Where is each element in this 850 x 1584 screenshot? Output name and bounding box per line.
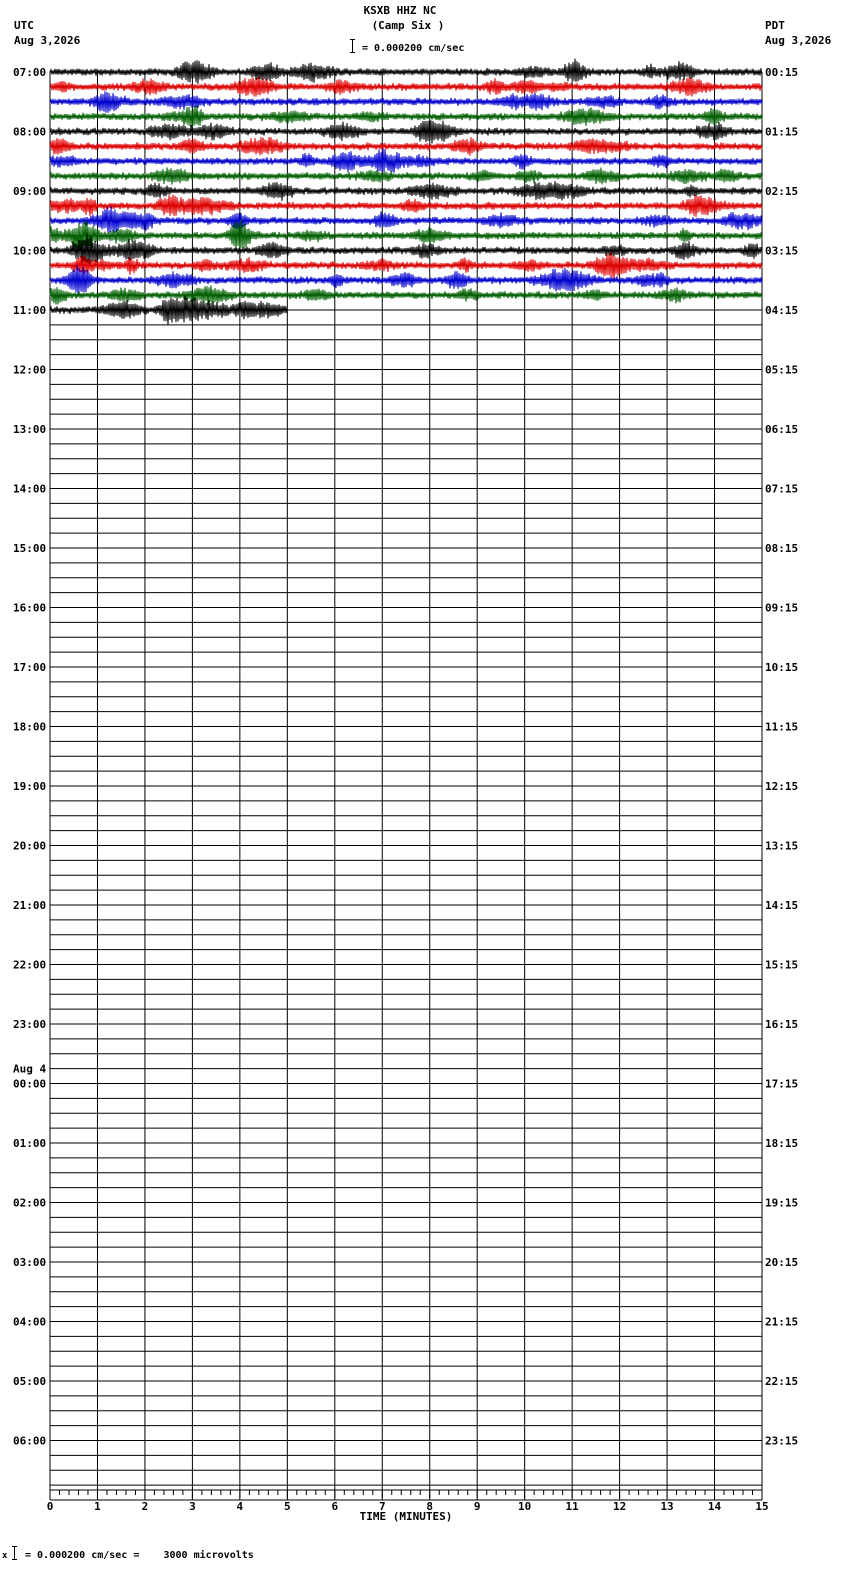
- right-hour-label: 02:15: [765, 185, 799, 198]
- seismic-trace-black: [50, 234, 762, 264]
- left-timezone: UTC: [14, 19, 34, 32]
- right-hour-label: 06:15: [765, 423, 799, 436]
- right-hour-label: 04:15: [765, 304, 799, 317]
- left-hour-label: 16:00: [13, 601, 47, 615]
- x-tick-label: 0: [46, 1500, 54, 1513]
- right-timezone: PDT: [765, 19, 785, 32]
- left-hour-label: 08:00: [13, 125, 47, 139]
- x-tick-label: 12: [612, 1500, 627, 1513]
- left-hour-label: 13:00: [13, 423, 47, 436]
- left-hour-label: 17:00: [13, 661, 47, 674]
- right-hour-label: 09:15: [765, 601, 799, 615]
- right-hour-label: 15:15: [765, 958, 799, 972]
- right-hour-label: 18:15: [765, 1137, 799, 1150]
- left-hour-label: 11:00: [13, 304, 47, 317]
- x-tick-label: 7: [378, 1500, 386, 1513]
- x-tick-label: 1: [94, 1500, 101, 1513]
- right-date: Aug 3,2026: [765, 34, 832, 47]
- x-tick-label: 11: [565, 1500, 579, 1513]
- right-hour-label: 23:15: [765, 1434, 799, 1448]
- left-hour-label: 14:00: [13, 482, 47, 496]
- seismic-trace-blue: [50, 91, 762, 113]
- x-tick-label: 6: [331, 1500, 339, 1513]
- x-tick-label: 8: [426, 1500, 434, 1513]
- right-hour-label: 05:15: [765, 363, 799, 377]
- left-date: Aug 3,2026: [14, 34, 81, 47]
- right-hour-label: 21:15: [765, 1315, 799, 1329]
- seismic-trace-red: [50, 252, 762, 280]
- x-tick-label: 3: [189, 1500, 196, 1513]
- right-hour-label: 19:15: [765, 1196, 799, 1210]
- station-title: KSXB HHZ NC: [363, 4, 437, 17]
- seismic-trace-green: [50, 167, 762, 184]
- footer-scale-prefix: x: [2, 1551, 8, 1561]
- seismic-trace-black: [50, 181, 762, 201]
- seismic-trace-red: [50, 137, 762, 156]
- seismic-trace-black: [50, 59, 762, 84]
- seismic-trace-blue: [50, 207, 762, 233]
- x-tick-label: 9: [473, 1500, 481, 1513]
- seismic-trace-blue: [50, 265, 762, 294]
- left-hour-label: 03:00: [13, 1256, 47, 1269]
- right-hour-label: 08:15: [765, 542, 799, 555]
- x-tick-label: 5: [284, 1500, 291, 1513]
- left-hour-label: 06:00: [13, 1434, 47, 1448]
- right-hour-label: 14:15: [765, 899, 799, 912]
- seismic-trace-black: [50, 120, 762, 143]
- x-tick-label: 10: [518, 1500, 532, 1513]
- date-change-label: Aug 4: [13, 1062, 47, 1076]
- left-hour-label: 15:00: [13, 542, 47, 555]
- footer-scale-bar-icon: [12, 1546, 18, 1560]
- left-hour-label: 21:00: [13, 899, 47, 912]
- station-location: (Camp Six ): [371, 19, 445, 32]
- left-hour-label: 00:00: [13, 1077, 47, 1091]
- left-hour-label: 23:00: [13, 1018, 47, 1031]
- scale-label: = 0.000200 cm/sec: [362, 43, 465, 54]
- right-hour-label: 01:15: [765, 125, 799, 139]
- right-hour-label: 13:15: [765, 839, 799, 853]
- seismic-trace-green: [50, 285, 762, 305]
- left-hour-label: 05:00: [13, 1375, 47, 1388]
- seismic-trace-blue: [50, 148, 762, 173]
- left-hour-label: 22:00: [13, 958, 47, 972]
- right-hour-label: 10:15: [765, 661, 799, 674]
- x-axis-label: TIME (MINUTES): [359, 1510, 453, 1523]
- left-hour-label: 20:00: [13, 839, 47, 853]
- left-hour-label: 02:00: [13, 1196, 47, 1210]
- seismic-trace-black: [50, 295, 287, 325]
- left-hour-label: 18:00: [13, 720, 47, 734]
- left-hour-label: 04:00: [13, 1315, 47, 1329]
- left-hour-label: 09:00: [13, 185, 47, 198]
- seismic-trace-red: [50, 195, 762, 217]
- x-tick-label: 2: [141, 1500, 149, 1513]
- left-hour-label: 12:00: [13, 363, 47, 377]
- right-hour-label: 22:15: [765, 1375, 799, 1388]
- right-hour-label: 16:15: [765, 1018, 799, 1031]
- left-hour-label: 01:00: [13, 1137, 47, 1150]
- right-hour-label: 07:15: [765, 482, 799, 496]
- footer-scale-label: = 0.000200 cm/sec = 3000 microvolts: [25, 1550, 254, 1561]
- left-hour-label: 19:00: [13, 780, 47, 793]
- right-hour-label: 17:15: [765, 1077, 799, 1091]
- x-tick-label: 15: [755, 1500, 769, 1513]
- right-hour-label: 20:15: [765, 1256, 799, 1269]
- seismic-trace-green: [50, 105, 762, 127]
- left-hour-label: 10:00: [13, 244, 47, 258]
- right-hour-label: 03:15: [765, 244, 799, 258]
- right-hour-label: 00:15: [765, 66, 799, 79]
- x-tick-label: 14: [707, 1500, 722, 1513]
- right-hour-label: 11:15: [765, 720, 799, 734]
- x-tick-label: 13: [660, 1500, 674, 1513]
- x-tick-label: 4: [236, 1500, 244, 1513]
- right-hour-label: 12:15: [765, 780, 799, 793]
- left-hour-label: 07:00: [13, 66, 47, 79]
